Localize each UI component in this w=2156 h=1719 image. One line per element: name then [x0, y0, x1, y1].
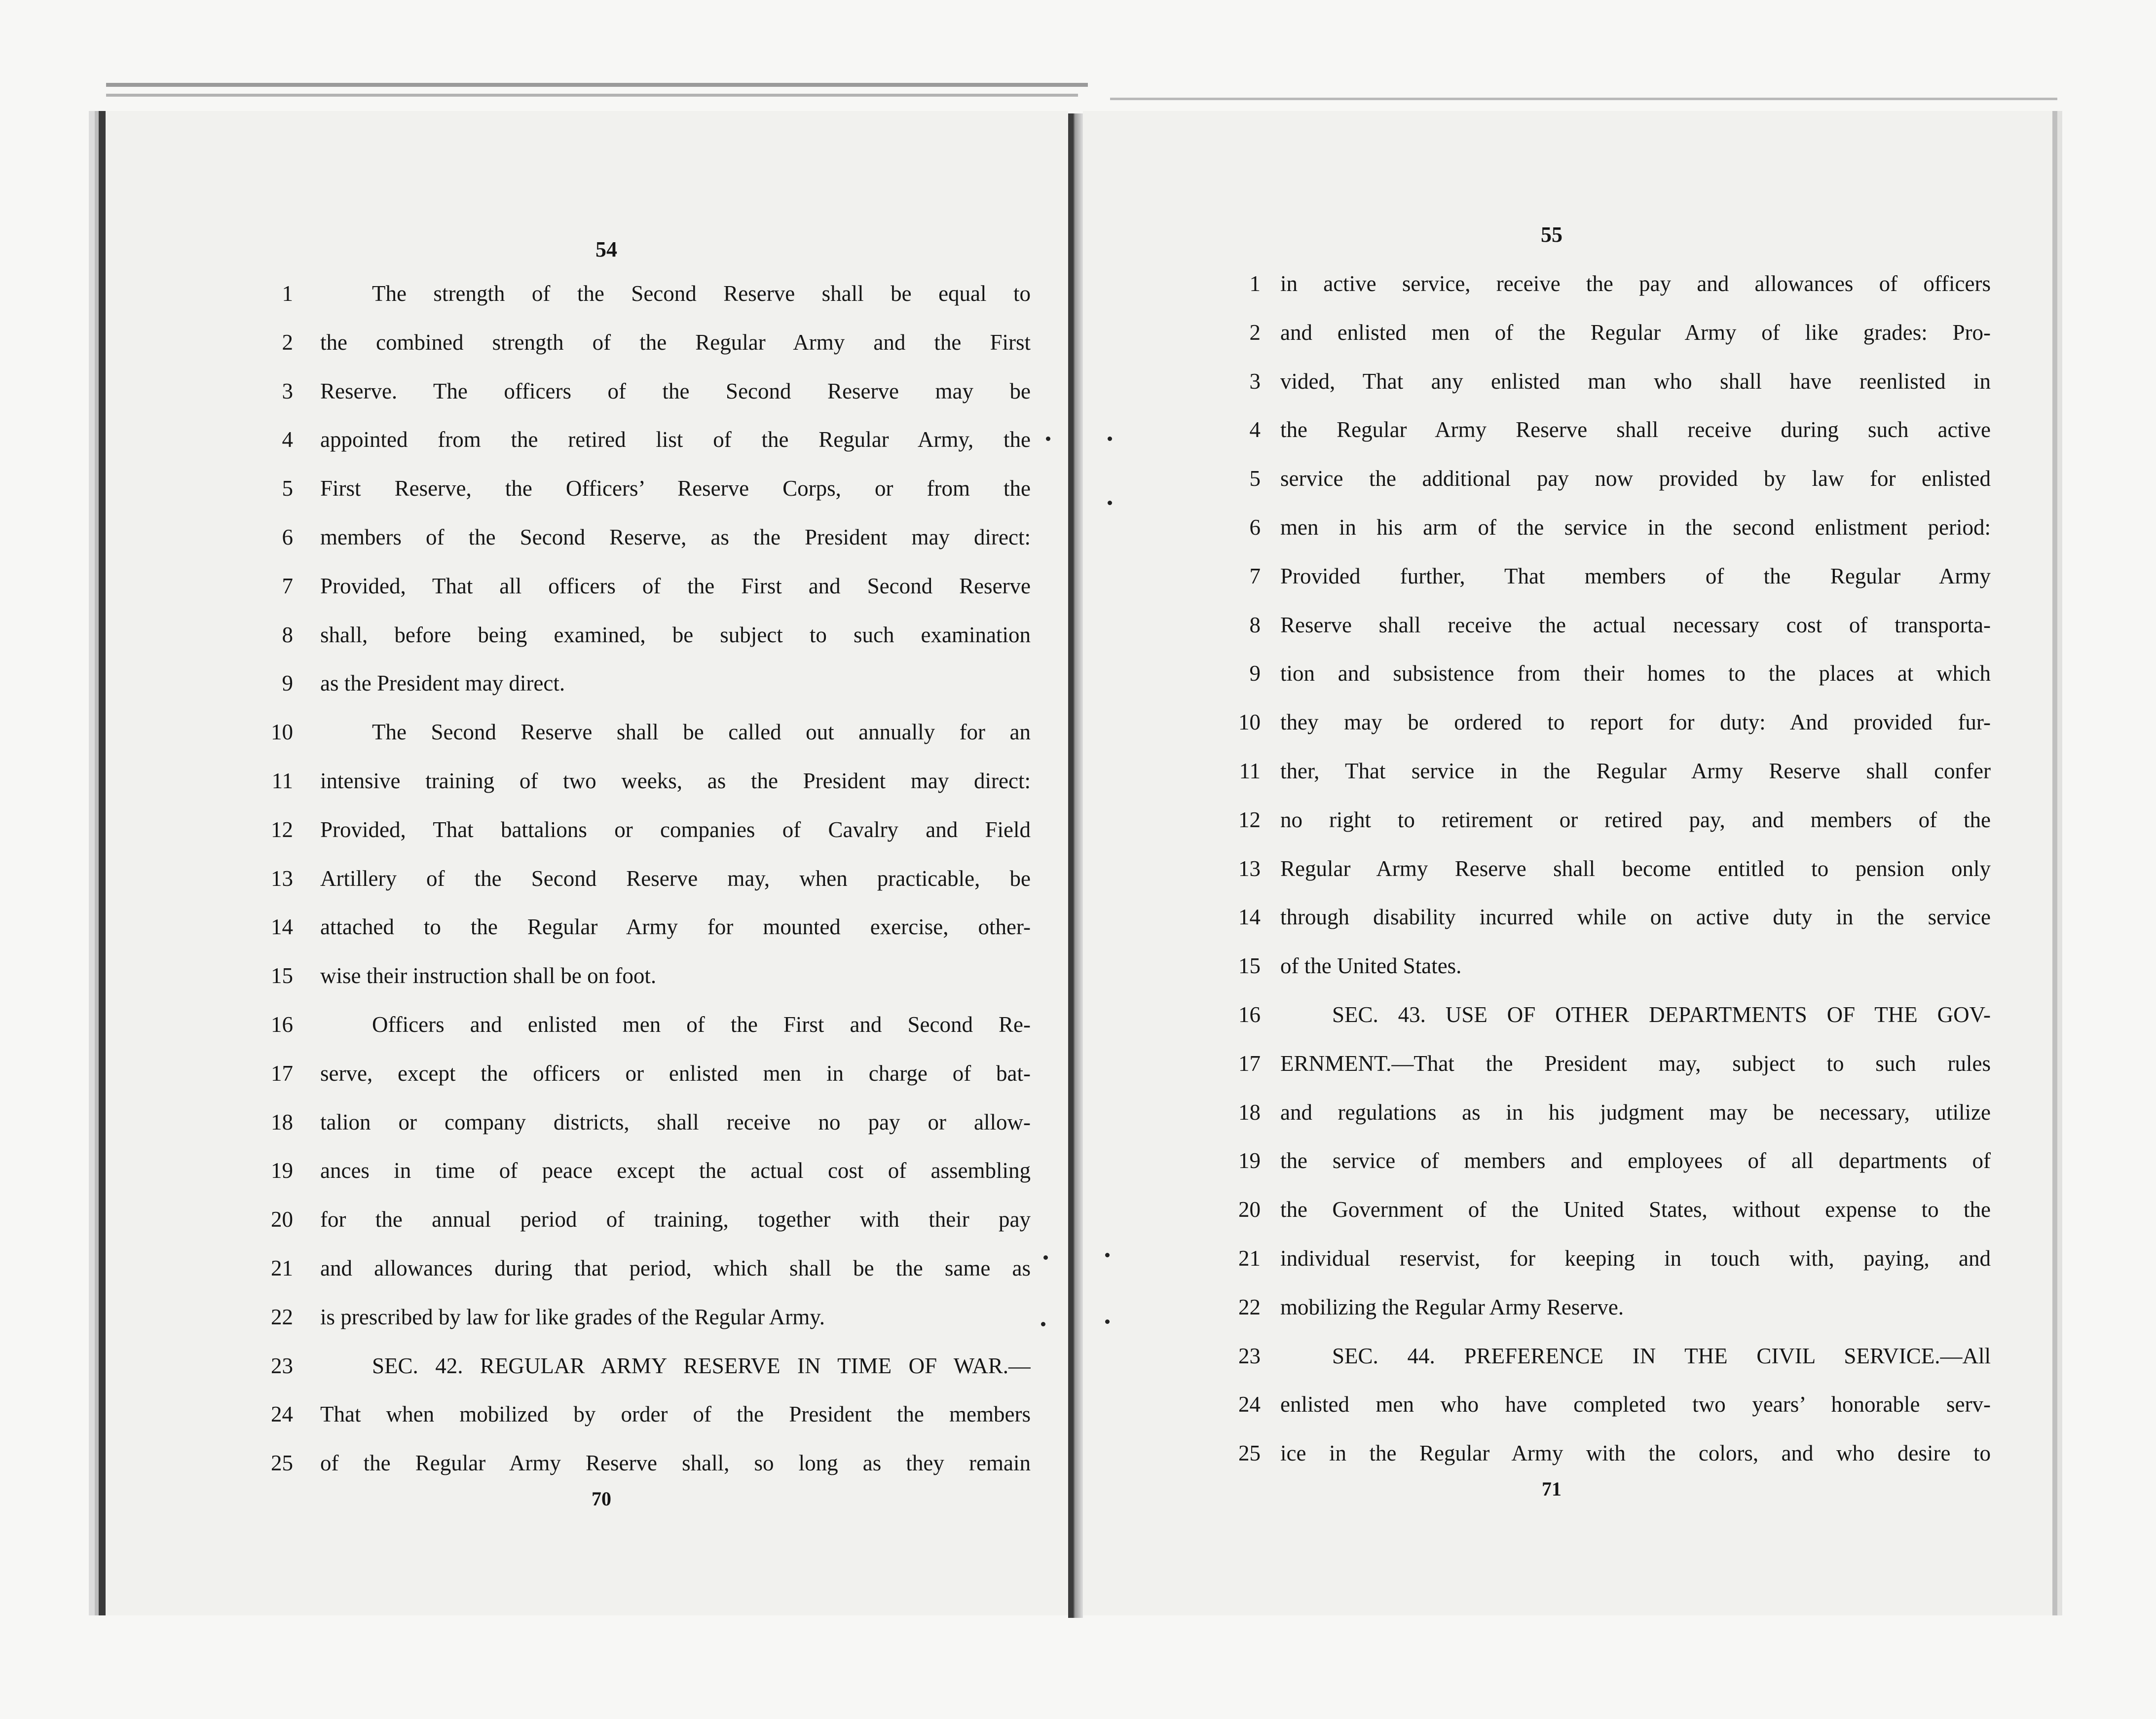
line-number: 8	[1249, 612, 1261, 637]
line-text: SEC. 42. REGULAR ARMY RESERVE IN TIME OF WAR.—	[372, 1353, 1031, 1378]
text-line	[106, 766, 1068, 796]
text-line	[1083, 1244, 2045, 1273]
text-line	[1083, 805, 2045, 835]
line-number: 20	[271, 1207, 293, 1232]
line-number: 7	[1249, 563, 1261, 588]
line-text: mobilizing the Regular Army Reserve.	[1280, 1294, 1624, 1319]
text-line	[1083, 1341, 2045, 1371]
line-text: ice in the Regular Army with the colors, and who desire to	[1280, 1441, 1991, 1466]
line-number: 3	[282, 378, 293, 403]
text-line	[1083, 902, 2045, 932]
line-number: 16	[1238, 1002, 1261, 1027]
line-number: 25	[1238, 1441, 1261, 1466]
text-line	[1083, 318, 2045, 347]
line-number: 21	[1238, 1246, 1261, 1271]
line-number: 5	[1249, 466, 1261, 491]
book-binding	[1068, 113, 1083, 1618]
binding-hole-mark	[1046, 437, 1050, 441]
text-line	[106, 961, 1068, 990]
line-text: Artillery of the Second Reserve may, when practicable, be	[320, 866, 1031, 891]
text-line	[106, 1399, 1068, 1429]
line-text: as the President may direct.	[320, 671, 565, 696]
line-number: 6	[282, 525, 293, 549]
text-line	[106, 912, 1068, 942]
line-number: 7	[282, 573, 293, 598]
text-line	[106, 328, 1068, 357]
page-number: 54	[595, 237, 617, 261]
line-number: 13	[271, 866, 293, 891]
text-line	[106, 1107, 1068, 1137]
line-number: 23	[1238, 1343, 1261, 1368]
line-text: The strength of the Second Reserve shall be equal to	[372, 281, 1031, 306]
line-number: 17	[271, 1061, 293, 1086]
line-text: they may be ordered to report for duty: And provided fur-	[1280, 710, 1991, 735]
text-line	[106, 1253, 1068, 1283]
line-text: of the Regular Army Reserve shall, so long as they remain	[320, 1451, 1031, 1476]
line-number: 2	[1249, 320, 1261, 345]
line-number: 8	[282, 622, 293, 647]
text-line	[106, 1010, 1068, 1039]
line-text: Provided, That battalions or companies of Cavalry and Field	[320, 817, 1031, 842]
text-line	[1083, 512, 2045, 542]
line-number: 11	[271, 768, 293, 793]
text-line	[1083, 464, 2045, 493]
line-text: attached to the Regular Army for mounted exercise, other-	[320, 914, 1031, 940]
text-line	[106, 1059, 1068, 1088]
line-text: SEC. 44. PREFERENCE IN THE CIVIL SERVICE.—All	[1332, 1343, 1991, 1368]
line-number: 1	[1249, 271, 1261, 296]
line-number: 19	[271, 1158, 293, 1183]
line-text: serve, except the officers or enlisted men in charge of bat-	[320, 1061, 1031, 1086]
text-line	[1083, 1195, 2045, 1224]
text-line	[1083, 1000, 2045, 1029]
text-line	[106, 376, 1068, 406]
line-number: 6	[1249, 515, 1261, 540]
line-text: Provided further, That members of the Regular Army	[1280, 563, 1991, 588]
page-stack-edge	[1110, 98, 2057, 100]
text-line	[1083, 1146, 2045, 1175]
line-number: 10	[271, 720, 293, 745]
text-line	[1083, 756, 2045, 786]
text-line	[106, 1448, 1068, 1478]
line-number: 5	[282, 476, 293, 501]
line-number: 22	[1238, 1294, 1261, 1319]
text-line	[1083, 610, 2045, 640]
line-text: Provided, That all officers of the First and Second Reserve	[320, 573, 1031, 598]
binding-hole-mark	[1108, 437, 1112, 441]
line-number: 23	[271, 1353, 293, 1378]
line-text: Regular Army Reserve shall become entitled to pension only	[1280, 856, 1991, 881]
line-text: the Government of the United States, without expense to the	[1280, 1197, 1991, 1222]
line-text: shall, before being examined, be subject to such examination	[320, 622, 1031, 647]
line-text: That when mobilized by order of the President the members	[320, 1402, 1031, 1427]
line-text: members of the Second Reserve, as the President may direct:	[320, 525, 1031, 549]
line-number: 2	[282, 329, 293, 355]
line-text: is prescribed by law for like grades of the Regular Army.	[320, 1304, 825, 1329]
binding-hole-mark	[1041, 1322, 1045, 1326]
line-text: vided, That any enlisted man who shall have reenlisted in	[1280, 368, 1991, 394]
line-text: Reserve shall receive the actual necessary cost of transporta-	[1280, 612, 1991, 637]
binding-hole-mark	[1105, 1253, 1110, 1257]
text-line	[106, 668, 1068, 698]
text-line	[1083, 415, 2045, 444]
text-line	[1083, 707, 2045, 737]
right-page	[1083, 111, 2057, 1615]
text-line	[1083, 951, 2045, 981]
line-text: ances in time of peace except the actual cost of assembling	[320, 1158, 1031, 1183]
line-text: for the annual period of training, together with their pay	[320, 1207, 1031, 1232]
line-text: service the additional pay now provided by law for enlisted	[1280, 466, 1991, 491]
text-line	[106, 522, 1068, 552]
text-line	[106, 571, 1068, 601]
line-text: intensive training of two weeks, as the President may direct:	[320, 768, 1031, 793]
line-text: in active service, receive the pay and allowances of officers	[1280, 271, 1991, 296]
left-page	[99, 111, 1068, 1615]
line-text: through disability incurred while on active duty in the service	[1280, 905, 1991, 930]
line-text: SEC. 43. USE OF OTHER DEPARTMENTS OF THE GOV-	[1332, 1002, 1991, 1027]
text-line	[1083, 366, 2045, 396]
line-number: 3	[1249, 368, 1261, 394]
line-text: and allowances during that period, which shall be the same as	[320, 1256, 1031, 1280]
line-text: men in his arm of the service in the second enlistment period:	[1280, 515, 1991, 540]
text-line	[106, 620, 1068, 650]
line-text: enlisted men who have completed two years’ honorable serv-	[1280, 1392, 1991, 1417]
line-number: 13	[1238, 856, 1261, 881]
line-text: The Second Reserve shall be called out annually for an	[372, 720, 1031, 745]
line-number: 11	[1239, 759, 1261, 783]
line-number: 18	[271, 1109, 293, 1134]
line-number: 25	[271, 1451, 293, 1476]
page-number: 55	[1541, 222, 1562, 247]
line-text: Reserve. The officers of the Second Reserve may be	[320, 378, 1031, 403]
line-number: 4	[1249, 417, 1261, 442]
text-line	[1083, 854, 2045, 883]
page-stack-edge	[106, 83, 1088, 87]
text-line	[106, 1351, 1068, 1381]
line-number: 14	[1238, 905, 1261, 930]
text-line	[106, 1205, 1068, 1234]
line-number: 10	[1238, 710, 1261, 735]
line-number: 14	[271, 914, 293, 940]
line-number: 12	[1238, 807, 1261, 832]
line-text: talion or company districts, shall receive no pay or allow-	[320, 1109, 1031, 1134]
line-text: no right to retirement or retired pay, and members of the	[1280, 807, 1991, 832]
line-text: ERNMENT.—That the President may, subject to such rules	[1280, 1051, 1991, 1076]
line-number: 9	[282, 671, 293, 696]
text-line	[1083, 1097, 2045, 1127]
line-text: and regulations as in his judgment may be necessary, utilize	[1280, 1099, 1991, 1125]
footer-page-number: 71	[1542, 1478, 1561, 1500]
footer-page-number: 70	[592, 1488, 611, 1510]
page-stack-edge	[106, 94, 1078, 97]
line-number: 20	[1238, 1197, 1261, 1222]
text-line	[106, 815, 1068, 844]
line-number: 12	[271, 817, 293, 842]
line-number: 17	[1238, 1051, 1261, 1076]
line-number: 15	[271, 963, 293, 988]
text-line	[1083, 1390, 2045, 1419]
text-line	[106, 425, 1068, 454]
line-number: 24	[1238, 1392, 1261, 1417]
text-line	[106, 1156, 1068, 1185]
line-text: tion and subsistence from their homes to the places at which	[1280, 661, 1991, 686]
line-number: 4	[282, 427, 293, 452]
binding-hole-mark	[1108, 501, 1112, 505]
line-number: 22	[271, 1304, 293, 1329]
line-text: and enlisted men of the Regular Army of like grades: Pro-	[1280, 320, 1991, 345]
line-text: appointed from the retired list of the Regular Army, the	[320, 427, 1031, 452]
line-number: 24	[271, 1402, 293, 1427]
line-number: 19	[1238, 1148, 1261, 1173]
text-line	[106, 279, 1068, 308]
text-line	[106, 717, 1068, 747]
text-line	[106, 864, 1068, 893]
text-line	[1083, 1438, 2045, 1468]
line-text: individual reservist, for keeping in touch with, paying, and	[1280, 1246, 1991, 1271]
line-number: 18	[1238, 1099, 1261, 1125]
binding-hole-mark	[1105, 1319, 1110, 1324]
line-number: 15	[1238, 953, 1261, 979]
binding-hole-mark	[1043, 1255, 1048, 1260]
text-line	[106, 1302, 1068, 1332]
line-number: 16	[271, 1012, 293, 1037]
text-line	[1083, 1292, 2045, 1322]
line-text: wise their instruction shall be on foot.	[320, 963, 657, 988]
text-line	[1083, 269, 2045, 298]
text-line	[1083, 1049, 2045, 1078]
text-line	[106, 474, 1068, 503]
text-line	[1083, 658, 2045, 688]
line-text: ther, That service in the Regular Army Reserve shall confer	[1280, 759, 1991, 783]
line-number: 9	[1249, 661, 1261, 686]
text-line	[1083, 561, 2045, 591]
line-text: the combined strength of the Regular Army and the First	[320, 329, 1031, 355]
line-text: the Regular Army Reserve shall receive during such active	[1280, 417, 1991, 442]
line-number: 21	[271, 1256, 293, 1280]
line-text: Officers and enlisted men of the First and Second Re-	[372, 1012, 1031, 1037]
line-text: of the United States.	[1280, 953, 1462, 979]
line-text: the service of members and employees of all departments of	[1280, 1148, 1991, 1173]
line-text: First Reserve, the Officers’ Reserve Corps, or from the	[320, 476, 1031, 501]
line-number: 1	[282, 281, 293, 306]
